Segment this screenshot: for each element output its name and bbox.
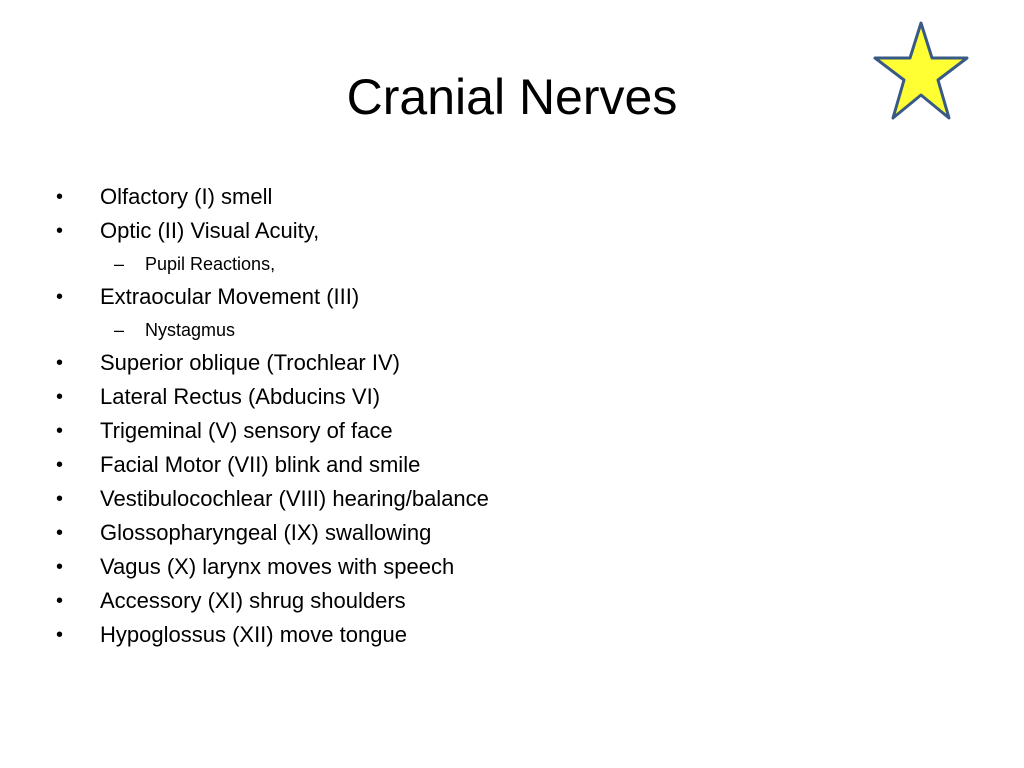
list-item bbox=[56, 414, 956, 448]
list-item-text: Extraocular Movement (III) bbox=[100, 284, 360, 309]
bullet-mark: • bbox=[56, 386, 64, 408]
bullet-mark: • bbox=[56, 522, 64, 544]
bullet-list bbox=[56, 180, 956, 652]
list-item-text: Superior oblique (Trochlear IV) bbox=[100, 350, 400, 375]
list-item bbox=[56, 618, 956, 652]
list-item-text: Hypoglossus (XII) move tongue bbox=[100, 622, 407, 647]
list-item bbox=[56, 280, 956, 314]
list-item bbox=[56, 516, 956, 550]
list-item bbox=[56, 550, 956, 584]
list-item-text: Olfactory (I) smell bbox=[100, 184, 273, 209]
list-item-text: Accessory (XI) shrug shoulders bbox=[100, 588, 406, 613]
list-item bbox=[56, 380, 956, 414]
bullet-mark: • bbox=[56, 286, 64, 308]
list-item-text: Vagus (X) larynx moves with speech bbox=[100, 554, 455, 579]
list-item bbox=[56, 482, 956, 516]
list-item bbox=[56, 448, 956, 482]
star-shape bbox=[875, 23, 967, 118]
bullet-mark: • bbox=[56, 624, 64, 646]
sub-list-item bbox=[56, 314, 956, 346]
sub-bullet-mark: – bbox=[114, 320, 125, 340]
sub-list-item bbox=[56, 248, 956, 280]
bullet-mark: • bbox=[56, 420, 64, 442]
slide-title: Cranial Nerves bbox=[346, 69, 678, 125]
sub-list-item-text: Pupil Reactions, bbox=[145, 254, 276, 274]
list-item bbox=[56, 214, 956, 248]
list-item-text: Trigeminal (V) sensory of face bbox=[100, 418, 393, 443]
bullet-mark: • bbox=[56, 556, 64, 578]
bullet-mark: • bbox=[56, 488, 64, 510]
list-item-text: Vestibulocochlear (VIII) hearing/balance bbox=[100, 486, 489, 511]
list-item bbox=[56, 180, 956, 214]
list-item bbox=[56, 584, 956, 618]
bullet-mark: • bbox=[56, 454, 64, 476]
bullet-mark: • bbox=[56, 352, 64, 374]
bullet-mark: • bbox=[56, 590, 64, 612]
star-icon bbox=[872, 20, 970, 124]
list-item-text: Optic (II) Visual Acuity, bbox=[100, 218, 320, 243]
bullet-mark: • bbox=[56, 220, 64, 242]
list-item-text: Lateral Rectus (Abducins VI) bbox=[100, 384, 381, 409]
list-item-text: Facial Motor (VII) blink and smile bbox=[100, 452, 421, 477]
sub-bullet-mark: – bbox=[114, 254, 125, 274]
list-item-text: Glossopharyngeal (IX) swallowing bbox=[100, 520, 432, 545]
sub-list-item-text: Nystagmus bbox=[145, 320, 236, 340]
bullet-mark: • bbox=[56, 186, 64, 208]
list-item bbox=[56, 346, 956, 380]
